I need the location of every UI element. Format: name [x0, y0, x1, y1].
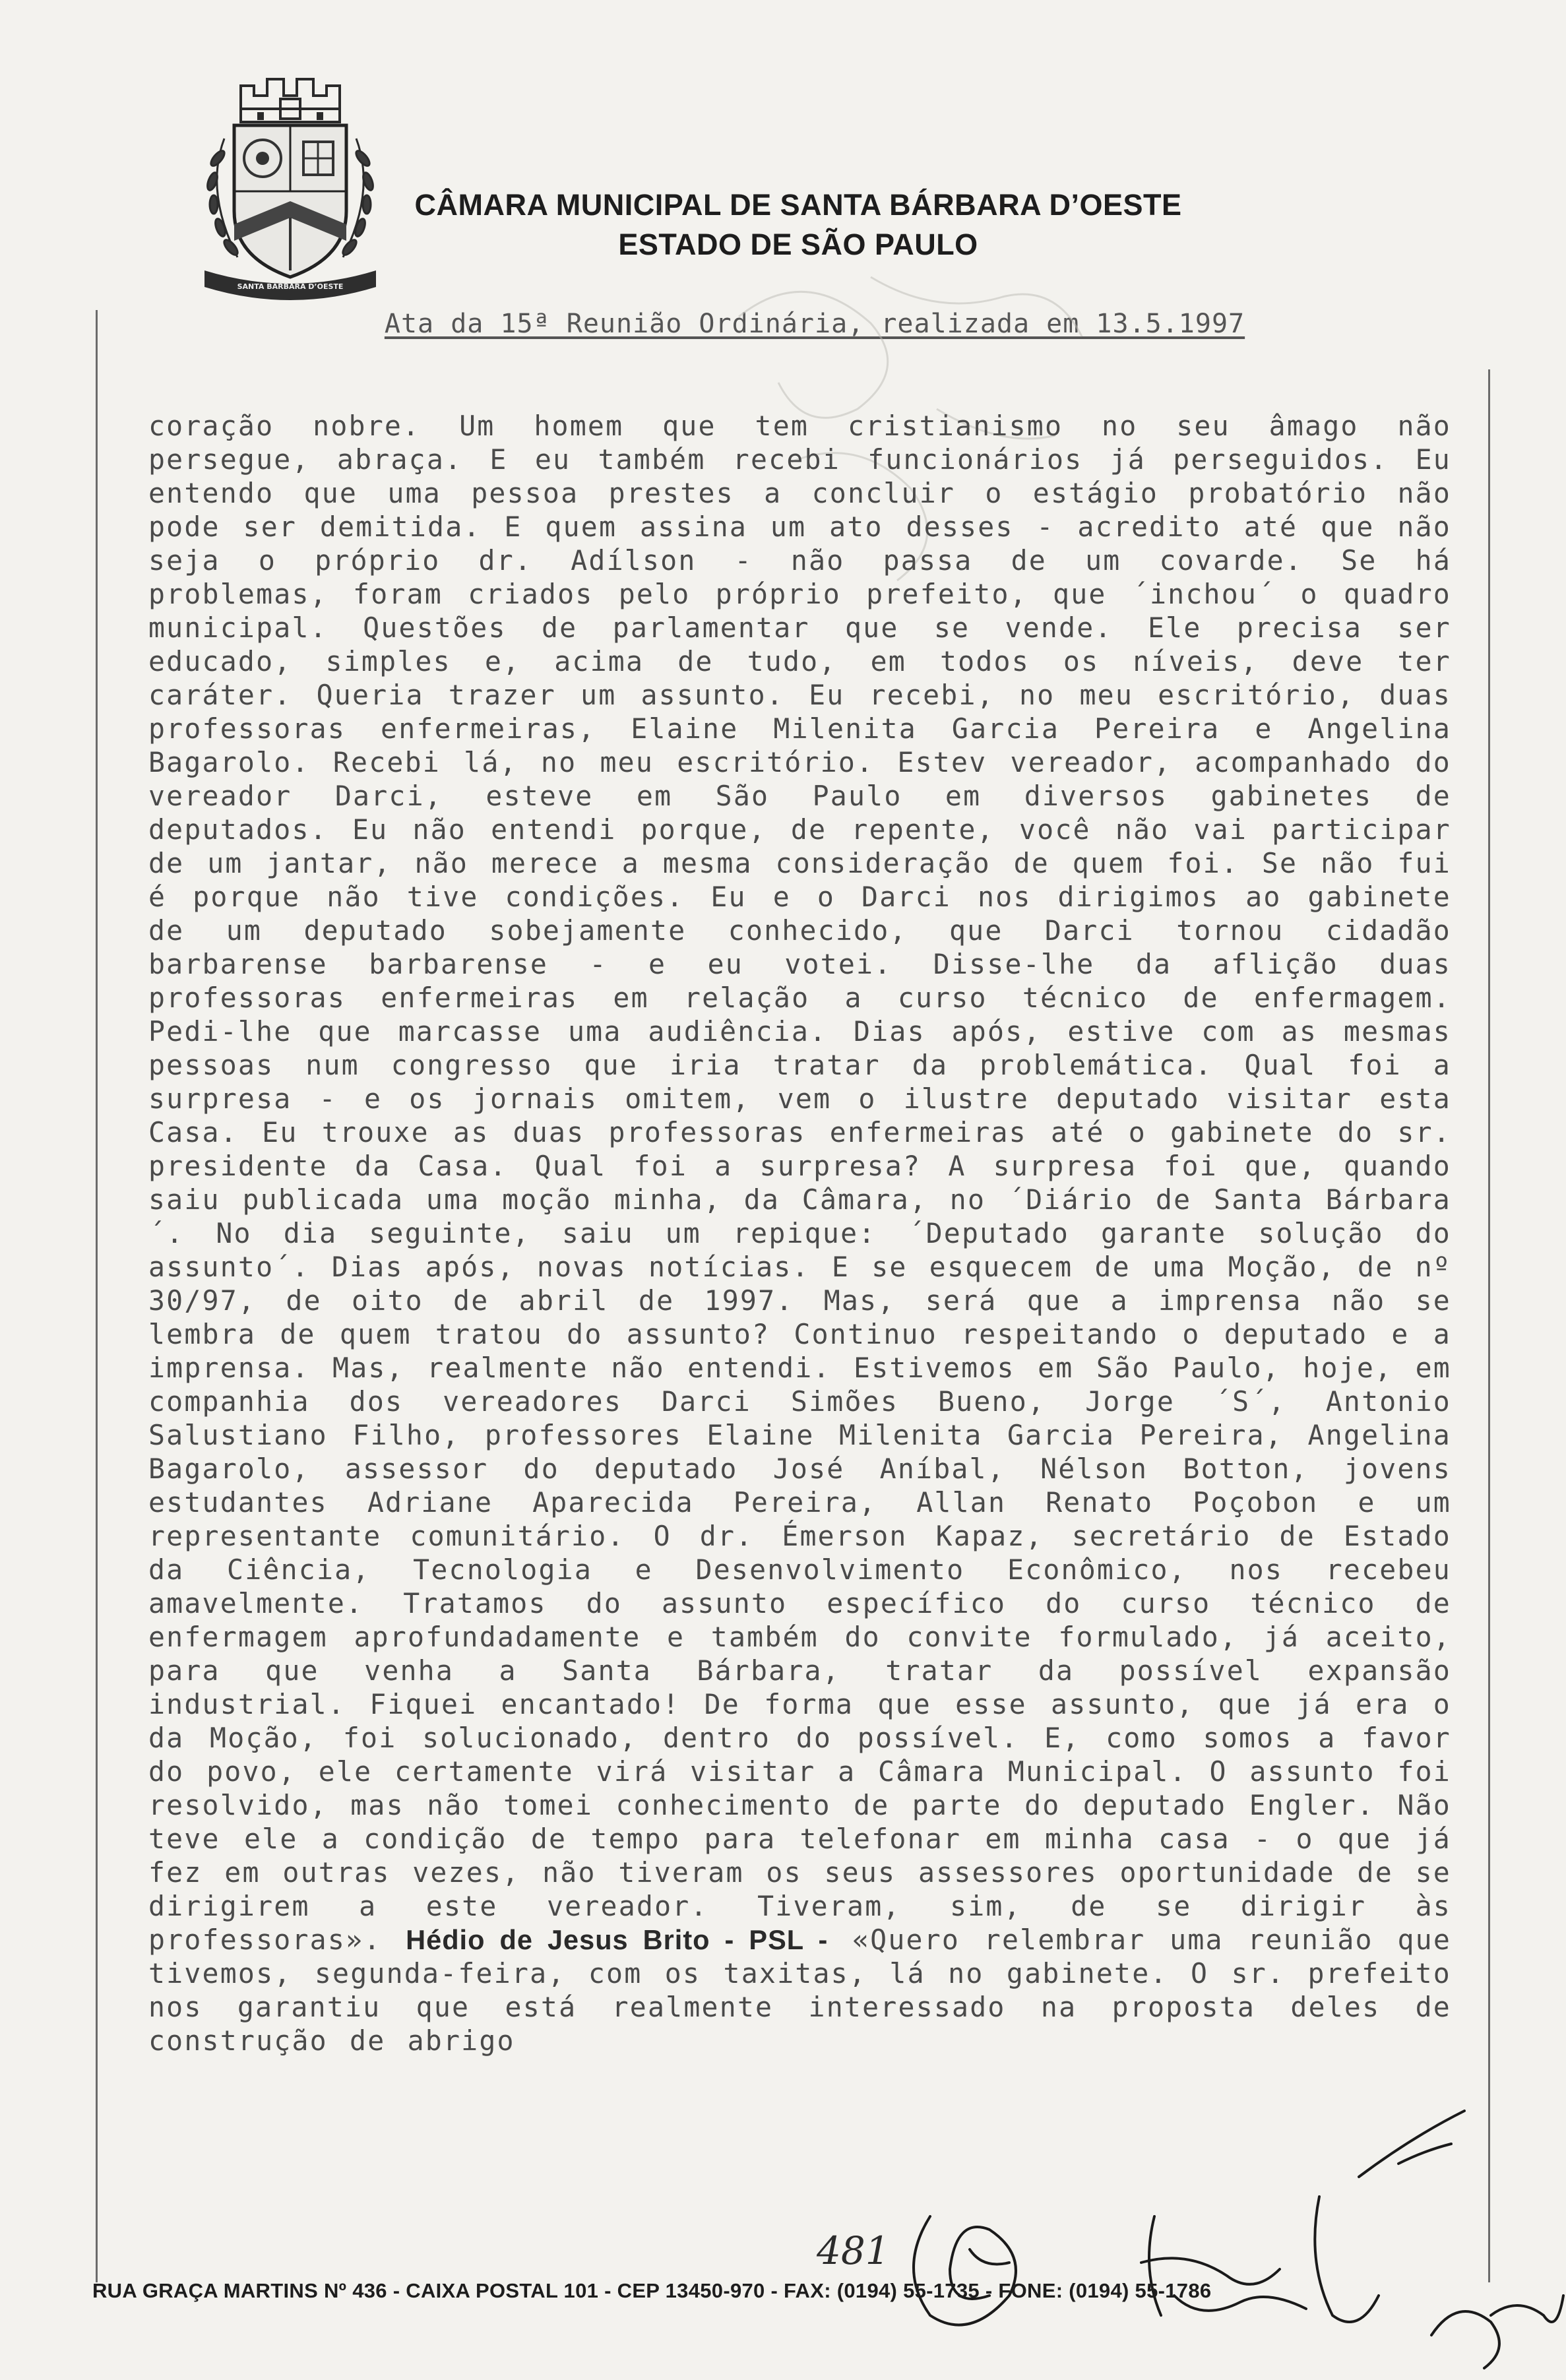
body-paragraph: coração nobre. Um homem que tem cristianismo no seu âmago não persegue, abraça. E eu também recebi funcionários já perseguidos. Eu entendo que uma pessoa prestes a concluir o estágio probatório não pode ser demitida. E quem assina um ato desses - acredito até que não seja o próprio dr. Adílson - não passa de um covarde. Se há problemas, foram criados pelo próprio prefeito, que ´inchou´ o quadro municipal. Questões de parlamentar que se vende. Ele precisa ser educado, simples e, acima de tudo, em todos os níveis, deve ter caráter. Queria trazer um assunto. Eu recebi, no meu escritório, duas professoras enfermeiras, Elaine Milenita Garcia Pereira e Angelina Bagarolo. Recebi lá, no meu escritório. Estev vereador, acompanhado do vereador Darci, esteve em São Paulo em diversos gabinetes de deputados. Eu não entendi porque, de repente, você não vai participar de um jantar, não merece a mesma consideração de quem foi. Se não fui é porque não tive condições. Eu e o Darci nos dirigimos ao gabinete de um deputado sobejamente conhecido, que Darci tornou cidadão barbarense barbarense - e eu votei. Disse-lhe da aflição duas professoras enfermeiras em relação a curso técnico de enfermagem. Pedi-lhe que marcasse uma audiência. Dias após, estive com as mesmas pessoas num congresso que iria tratar da problemática. Qual foi a surpresa - e os jornais omitem, vem o ilustre deputado visitar esta Casa. Eu trouxe as duas professoras enfermeiras até o gabinete do sr. presidente da Casa. Qual foi a surpresa? A surpresa foi que, quando saiu publicada uma moção minha, da Câmara, no ´Diário de Santa Bárbara´. No dia seguinte, saiu um repique: ´Deputado garante solução do assunto´. Dias após, novas notícias. E se esquecem de uma Moção, de nº 30/97, de oito de abril de 1997. Mas, será que a imprensa não se lembra de quem tratou do assunto? Continuo respeitando o deputado e a imprensa. Mas, realmente não entendi. Estivemos em São Paulo, hoje, em companhia dos vereadores Darci Simões Bueno, Jorge ´S´, Antonio Salustiano Filho, professores Elaine Milenita Garcia Pereira, Angelina Bagarolo, assessor do deputado José Aníbal, Nélson Botton, jovens estudantes Adriane Aparecida Pereira, Allan Renato Poçobon e um representante comunitário. O dr. Émerson Kapaz, secretário de Estado da Ciência, Tecnologia e Desenvolvimento Econômico, nos recebeu amavelmente. Tratamos do assunto específico do curso técnico de enfermagem aprofundadamente e também do convite formulado, já aceito, para que venha a Santa Bárbara, tratar da possível expansão industrial. Fiquei encantado! De forma que esse assunto, que já era o da Moção, foi solucionado, dentro do possível. E, como somos a favor do povo, ele certamente virá visitar a Câmara Municipal. O assunto foi resolvido, mas não tomei conhecimento de parte do deputado Engler. Não teve ele a condição de tempo para telefonar em minha casa - o que já fez em outras vezes, não tiveram os seus assessores oportunidade de se dirigirem a este vereador. Tiveram, sim, de se dirigir às professoras». — [148, 410, 1451, 1956]
right-margin-rule — [1488, 369, 1490, 2282]
speaker-name: Hédio de Jesus Brito - PSL - — [406, 1924, 829, 1955]
coat-of-arms-icon — [178, 59, 402, 303]
footer-address: RUA GRAÇA MARTINS Nº 436 - CAIXA POSTAL 101 - CEP 13450-970 - FAX: (0194) 55-1735 - FONE: (0194) 55-1786 — [92, 2279, 1212, 2302]
minutes-title: Ata da 15ª Reunião Ordinária, realizada em 13.5.1997 — [384, 309, 1245, 339]
minutes-body — [148, 409, 1451, 2057]
body-paragraph-continued: «Quero relembrar uma reunião que tivemos, segunda-feira, com os taxitas, lá no gabinete. O sr. prefeito nos garantiu que está realmente interessado na proposta deles de construção de abrigo — [148, 1924, 1452, 2057]
svg-text:SANTA BÁRBARA D’OESTE: SANTA BÁRBARA D’OESTE — [237, 282, 344, 291]
organization-name: CÂMARA MUNICIPAL DE SANTA BÁRBARA D’OESTE — [414, 188, 1182, 222]
page-number: 481 — [817, 2228, 890, 2273]
left-margin-rule — [96, 310, 98, 2282]
handwritten-signatures — [858, 2098, 1566, 2380]
organization-state: ESTADO DE SÃO PAULO — [618, 228, 978, 261]
